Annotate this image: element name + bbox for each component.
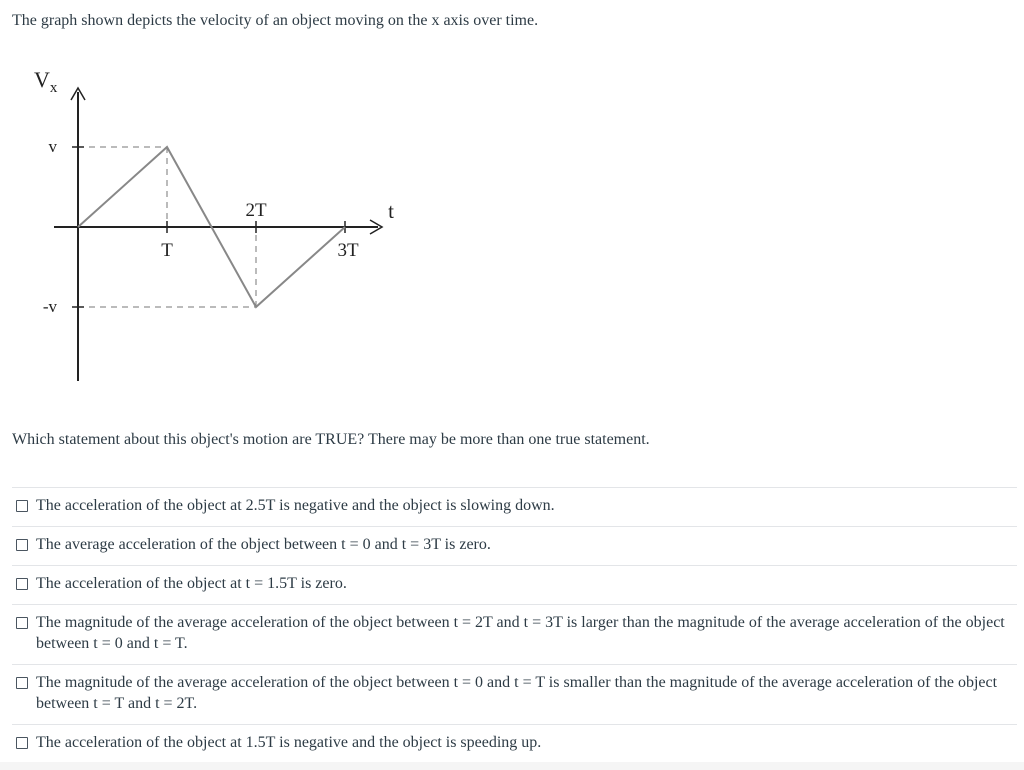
x-tick-label-2: 2T: [245, 200, 267, 221]
answer-option-1[interactable]: [12, 488, 1017, 527]
y-tick-label-1: v: [48, 137, 57, 156]
answer-option-label: The acceleration of the object at t = 1.5T is zero.: [36, 575, 347, 592]
y-axis-label: $V_x$: [34, 67, 58, 96]
answer-option-label: The average acceleration of the object between t = 0 and t = 3T is zero.: [36, 536, 491, 553]
x-tick-label-1: T: [161, 240, 173, 261]
answer-list: [12, 487, 1017, 764]
bottom-divider: [0, 762, 1024, 770]
answer-option-4[interactable]: [12, 605, 1017, 665]
answer-option-label: The magnitude of the average acceleration of the object between t = 0 and t = T is smaller than the magnitude of the average acceleration of the object between t = T and t = 2T.: [36, 674, 998, 712]
x-tick-label-3: 3T: [337, 240, 359, 261]
intro-text: The graph shown depicts the velocity of an object moving on the x axis over time.: [12, 12, 539, 29]
checkbox-icon[interactable]: [16, 578, 28, 590]
question-text: Which statement about this object's motion are TRUE? There may be more than one true statement.: [12, 431, 650, 448]
answer-option-3[interactable]: [12, 566, 1017, 605]
answer-option-label: The acceleration of the object at 1.5T is negative and the object is speeding up.: [36, 734, 542, 751]
checkbox-icon[interactable]: [16, 500, 28, 512]
answer-option-6[interactable]: [12, 725, 1017, 764]
answer-option-2[interactable]: [12, 527, 1017, 566]
checkbox-icon[interactable]: [16, 677, 28, 689]
checkbox-icon[interactable]: [16, 737, 28, 749]
checkbox-icon[interactable]: [16, 539, 28, 551]
answer-option-5[interactable]: [12, 665, 1017, 725]
answer-option-label: The acceleration of the object at 2.5T is negative and the object is slowing down.: [36, 497, 555, 514]
x-axis-label: t: [388, 199, 394, 223]
y-tick-label-2: -v: [42, 297, 57, 316]
velocity-time-graph: [0, 60, 420, 400]
checkbox-icon[interactable]: [16, 617, 28, 629]
answer-option-label: The magnitude of the average acceleration of the object between t = 2T and t = 3T is larger than the magnitude of the average acceleration of the object between t = 0 and t = T.: [36, 614, 1005, 652]
